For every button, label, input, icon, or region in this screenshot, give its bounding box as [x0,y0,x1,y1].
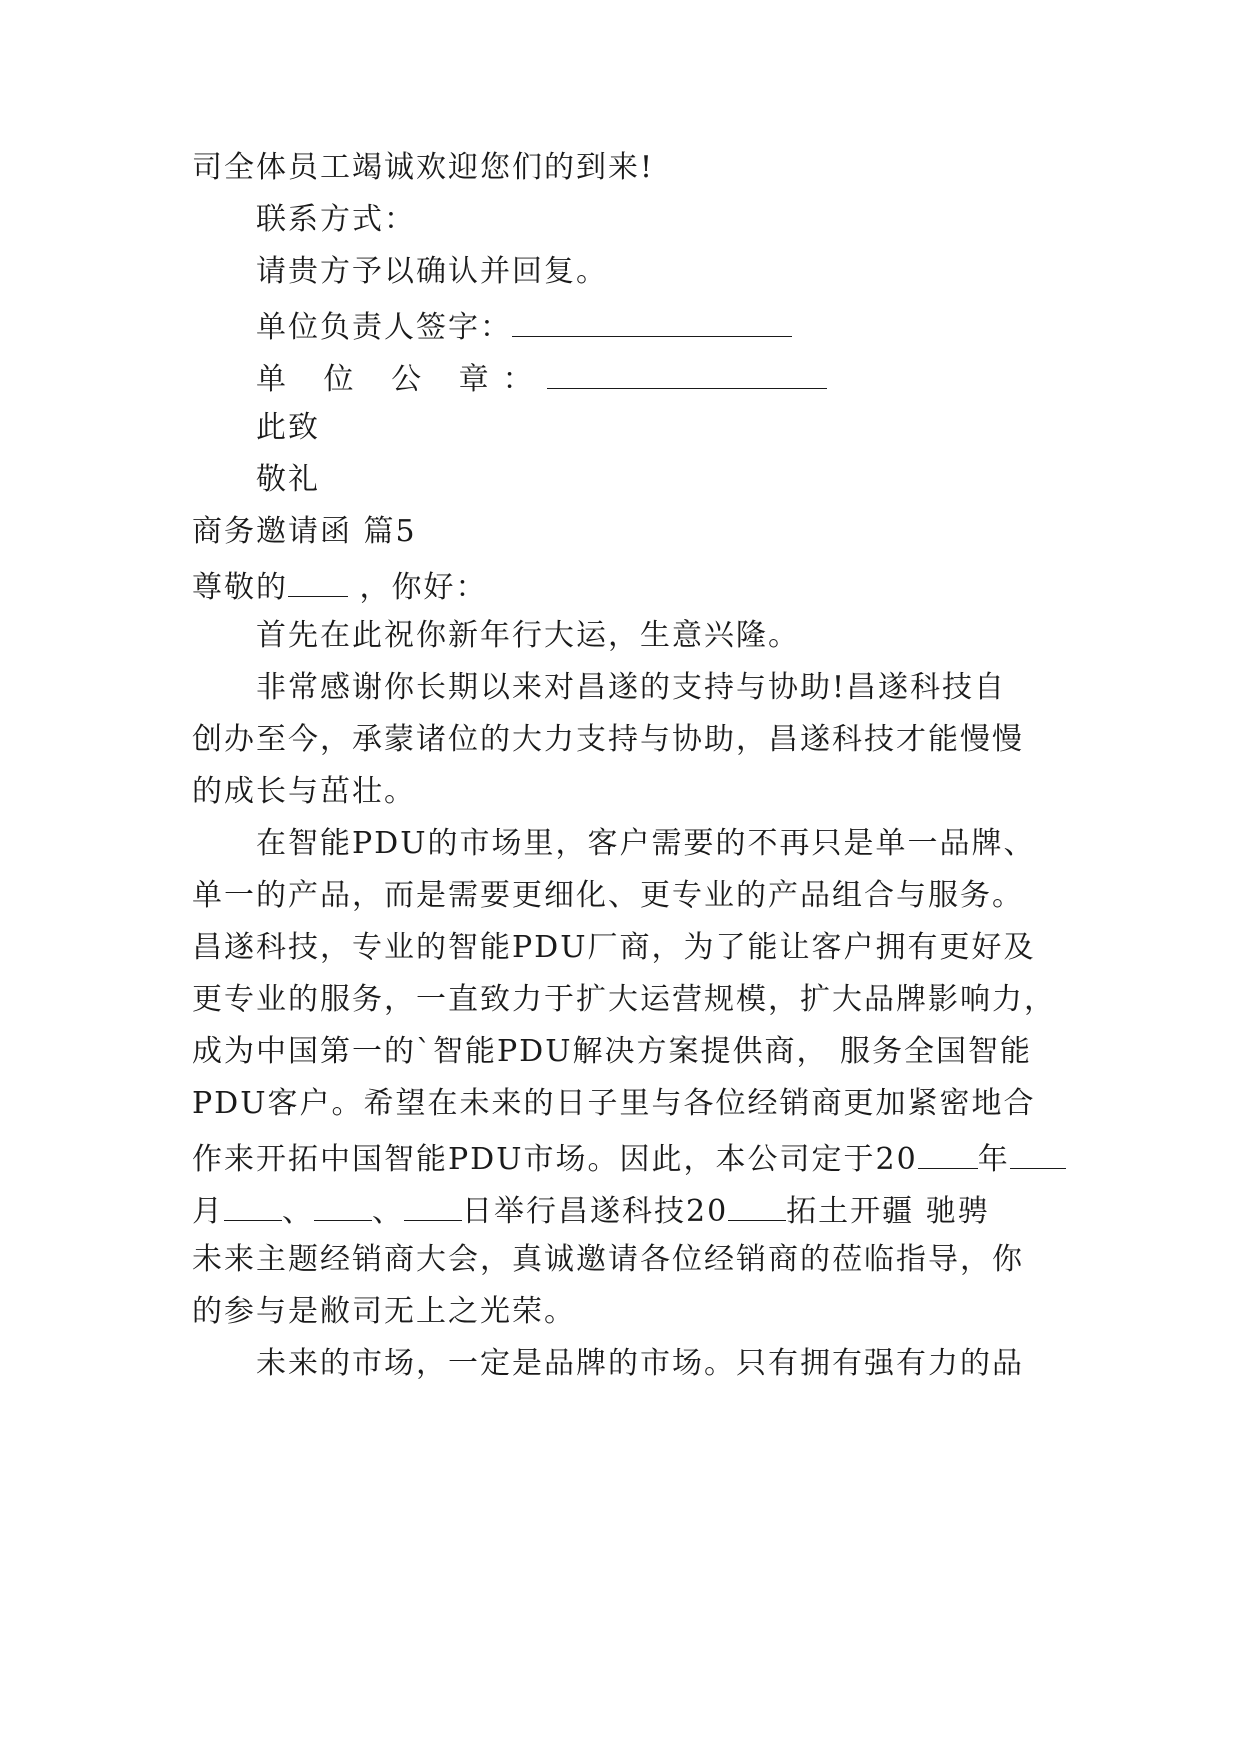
date-text-b: 年 [977,1142,1010,1177]
day1-blank [224,1188,282,1221]
date-row [192,1136,1072,1176]
days-text-c: 、 [372,1194,404,1229]
recipient-blank [288,564,348,597]
body-line: PDU客户。希望在未来的日子里与各位经销商更加紧密地合 [192,1086,1036,1121]
salutation-prefix: 尊敬的 [192,570,288,605]
body-line: 的参与是敝司无上之光荣。 [192,1294,576,1329]
salutation-row [192,564,1072,604]
body-line: 创办至今，承蒙诸位的大力支持与协助，昌遂科技才能慢慢 [192,722,1024,757]
days-text-d: 日举行昌遂科技20 [462,1194,729,1229]
day3-blank [404,1188,462,1221]
closing-line: 司全体员工竭诚欢迎您们的到来! [192,150,655,185]
greeting-line: 首先在此祝你新年行大运，生意兴隆。 [256,618,800,653]
days-row [192,1188,1072,1228]
month-blank [1010,1136,1066,1169]
day2-blank [314,1188,372,1221]
salutation-suffix: ，你好： [348,570,488,605]
signature-row [256,304,1136,344]
body-line: 昌遂科技，专业的智能PDU厂商，为了能让客户拥有更好及 [192,930,1036,965]
days-text-e: 拓土开疆 驰骋 [786,1194,990,1229]
date-text-a: 作来开拓中国智能PDU市场。因此，本公司定于20 [192,1142,918,1177]
cizhi-line: 此致 [256,410,320,445]
seal-row [256,356,1136,396]
body-line: 的成长与茁壮。 [192,774,416,809]
year-blank [918,1136,978,1169]
confirm-line: 请贵方予以确认并回复。 [256,254,608,289]
body-line: 未来的市场，一定是品牌的市场。只有拥有强有力的品 [256,1346,1024,1381]
contact-label: 联系方式： [256,202,416,237]
body-line: 更专业的服务，一直致力于扩大运营规模，扩大品牌影响力， [192,982,1056,1017]
seal-blank [547,356,827,389]
days-text-a: 月 [192,1194,224,1229]
signature-label: 单位负责人签字： [256,310,512,345]
days-text-b: 、 [282,1194,314,1229]
body-line: 非常感谢你长期以来对昌遂的支持与协助!昌遂科技自 [256,670,1007,705]
letter5-heading: 商务邀请函 篇5 [192,514,417,549]
body-line: 单一的产品，而是需要更细化、更专业的产品组合与服务。 [192,878,1024,913]
event-year-blank [728,1188,786,1221]
body-line: 未来主题经销商大会，真诚邀请各位经销商的莅临指导，你 [192,1242,1024,1277]
seal-label: 单 位 公 章： [256,362,547,397]
body-line: 在智能PDU的市场里，客户需要的不再只是单一品牌、 [256,826,1036,861]
body-line: 成为中国第一的`智能PDU解决方案提供商， 服务全国智能 [192,1034,1033,1069]
jingli-line: 敬礼 [256,462,320,497]
signature-blank [512,304,792,337]
